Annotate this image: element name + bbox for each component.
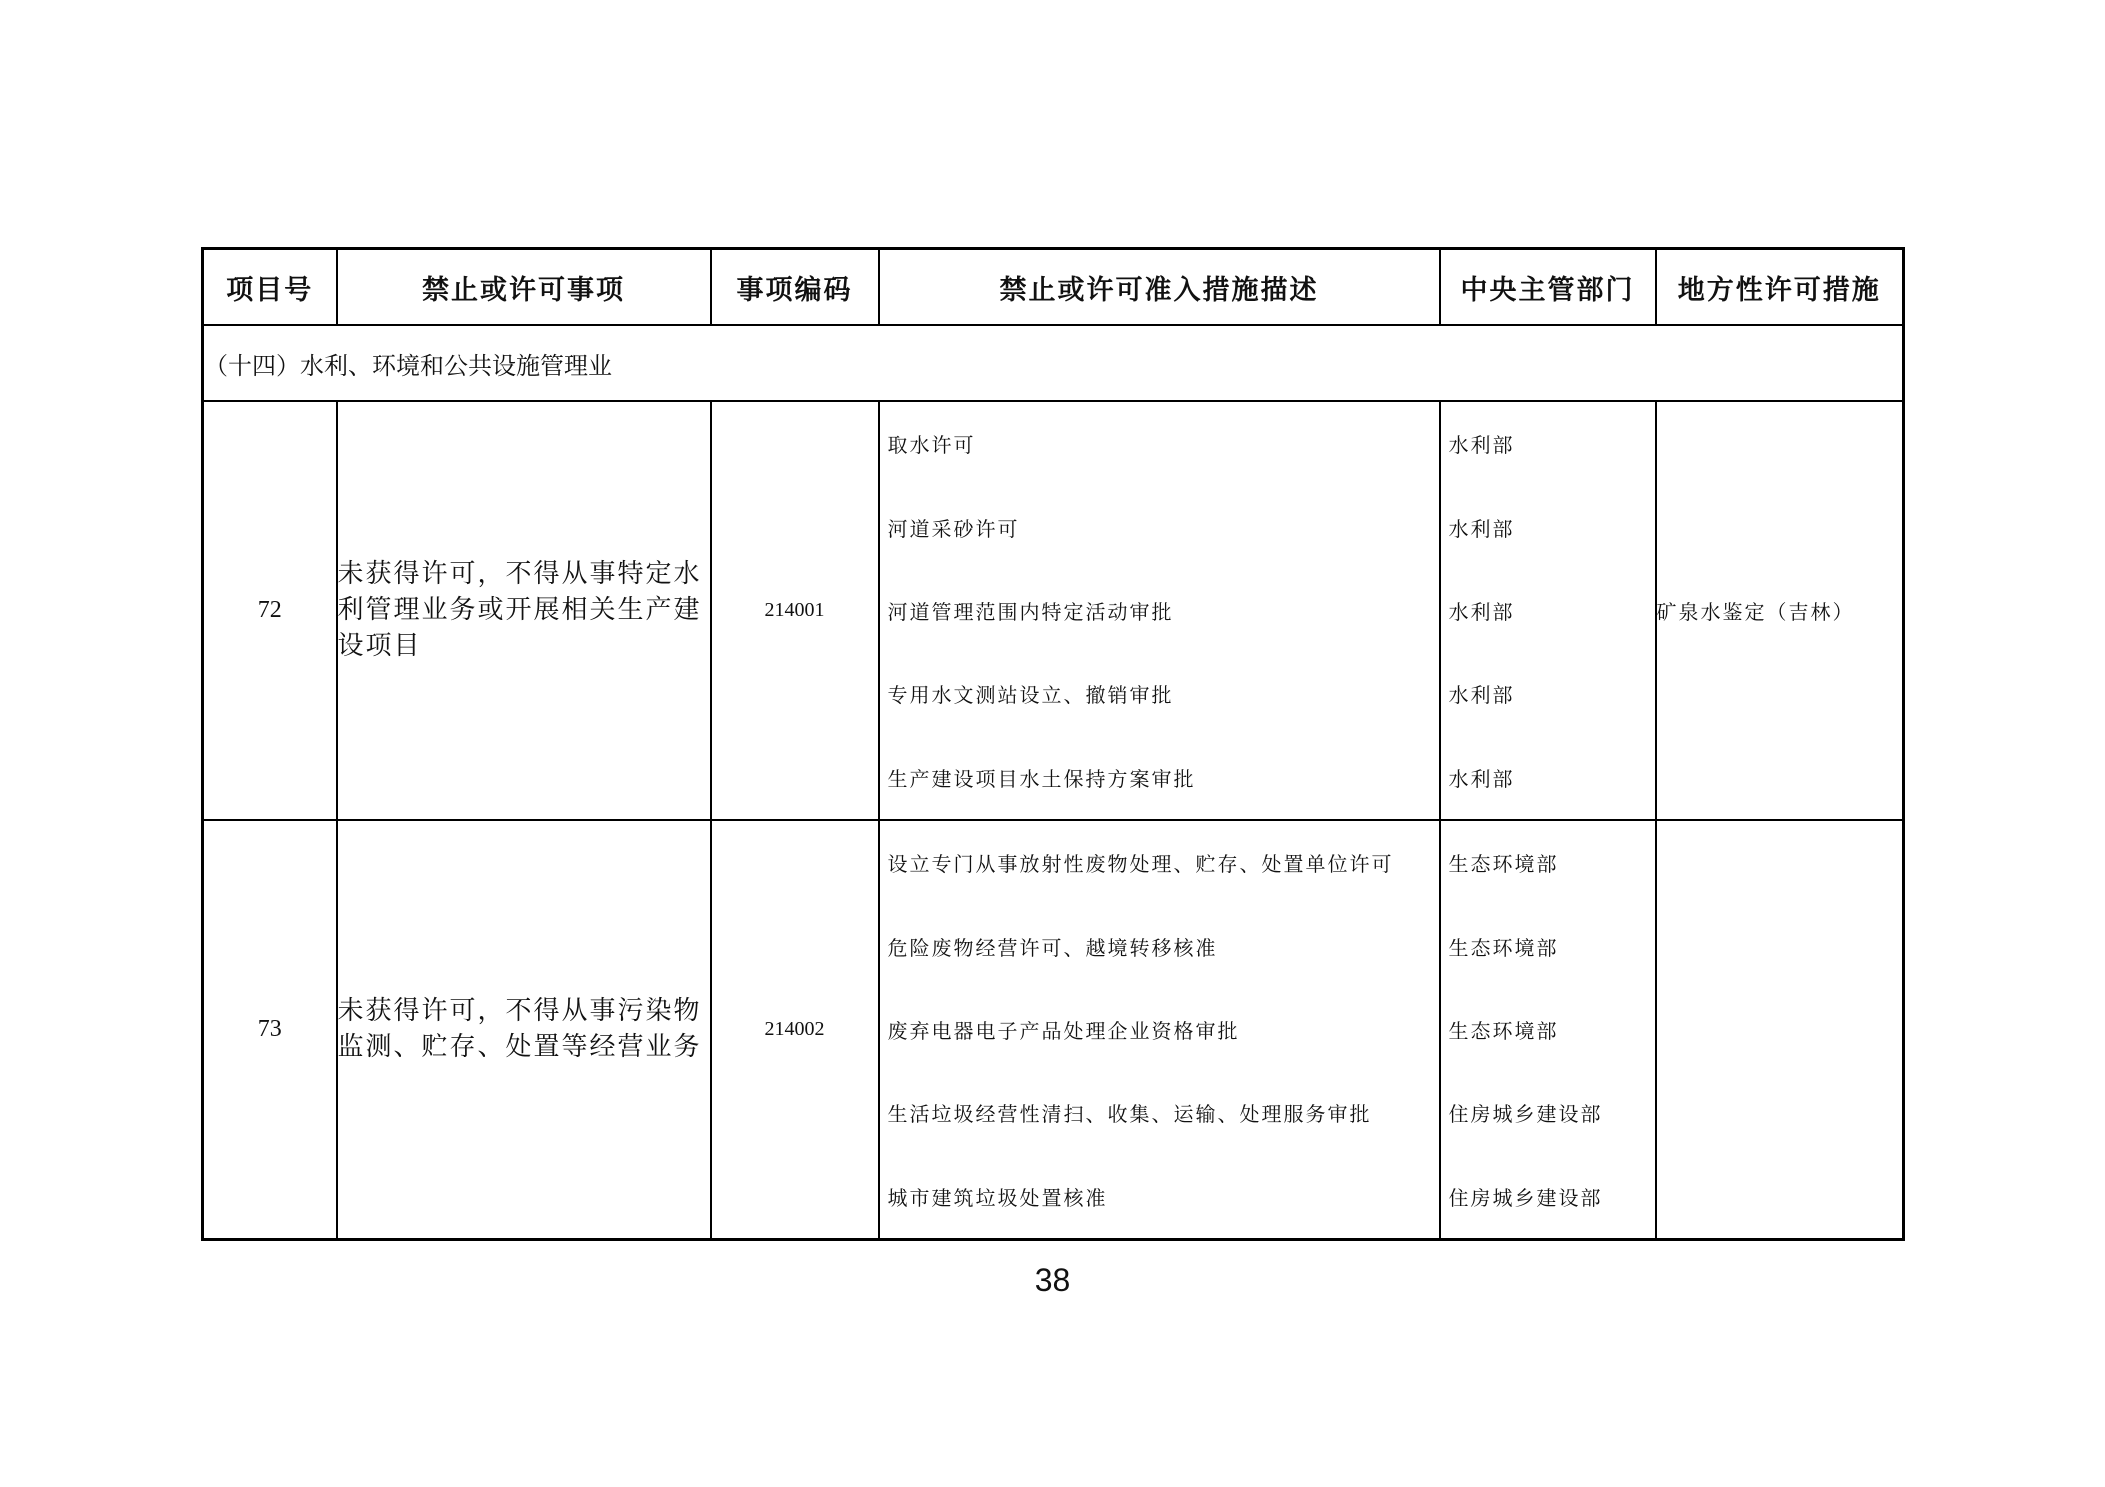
table-row [203, 401, 1904, 820]
department-name: 生态环境部 [1448, 1018, 1559, 1043]
department-name: 水利部 [1448, 433, 1515, 458]
project-number: 73 [203, 820, 337, 1239]
item-description: 未获得许可，不得从事特定水利管理业务或开展相关生产建设项目 [337, 401, 711, 820]
department-list [1440, 401, 1656, 820]
measure-list [879, 820, 1440, 1239]
measure-description: 设立专门从事放射性废物处理、贮存、处置单位许可 [887, 852, 1394, 877]
header-project-no: 项目号 [203, 249, 337, 326]
header-description: 禁止或许可准入措施描述 [879, 249, 1440, 326]
measure-list [879, 401, 1440, 820]
local-measure: 矿泉水鉴定（吉林） [1656, 401, 1904, 820]
measure-description: 专用水文测站设立、撤销审批 [887, 683, 1174, 708]
header-local-measures: 地方性许可措施 [1656, 249, 1904, 326]
department-list [1440, 820, 1656, 1239]
item-description: 未获得许可，不得从事污染物监测、贮存、处置等经营业务 [337, 820, 711, 1239]
measure-description: 生活垃圾经营性清扫、收集、运输、处理服务审批 [887, 1102, 1372, 1127]
project-number: 72 [203, 401, 337, 820]
department-name: 水利部 [1448, 599, 1515, 624]
department-name: 水利部 [1448, 766, 1515, 791]
local-measure [1656, 820, 1904, 1239]
department-name: 住房城乡建设部 [1448, 1185, 1603, 1210]
measure-description: 河道管理范围内特定活动审批 [887, 599, 1174, 624]
header-code: 事项编码 [711, 249, 879, 326]
table-header-row [203, 249, 1904, 326]
header-item: 禁止或许可事项 [337, 249, 711, 326]
measure-description: 生产建设项目水土保持方案审批 [887, 766, 1196, 791]
measure-description: 取水许可 [887, 433, 976, 458]
measure-description: 废弃电器电子产品处理企业资格审批 [887, 1018, 1240, 1043]
department-name: 水利部 [1448, 516, 1515, 541]
header-department: 中央主管部门 [1440, 249, 1656, 326]
permit-table [201, 247, 1905, 1241]
table-row [203, 820, 1904, 1239]
department-name: 生态环境部 [1448, 935, 1559, 960]
measure-description: 危险废物经营许可、越境转移核准 [887, 935, 1218, 960]
section-title: （十四）水利、环境和公共设施管理业 [203, 325, 1904, 401]
department-name: 水利部 [1448, 683, 1515, 708]
measure-description: 河道采砂许可 [887, 516, 1020, 541]
section-row [203, 325, 1904, 401]
page-number: 38 [1034, 1262, 1071, 1298]
measure-description: 城市建筑垃圾处置核准 [887, 1185, 1108, 1210]
department-name: 住房城乡建设部 [1448, 1102, 1603, 1127]
item-code: 214001 [711, 401, 879, 820]
item-code: 214002 [711, 820, 879, 1239]
department-name: 生态环境部 [1448, 852, 1559, 877]
